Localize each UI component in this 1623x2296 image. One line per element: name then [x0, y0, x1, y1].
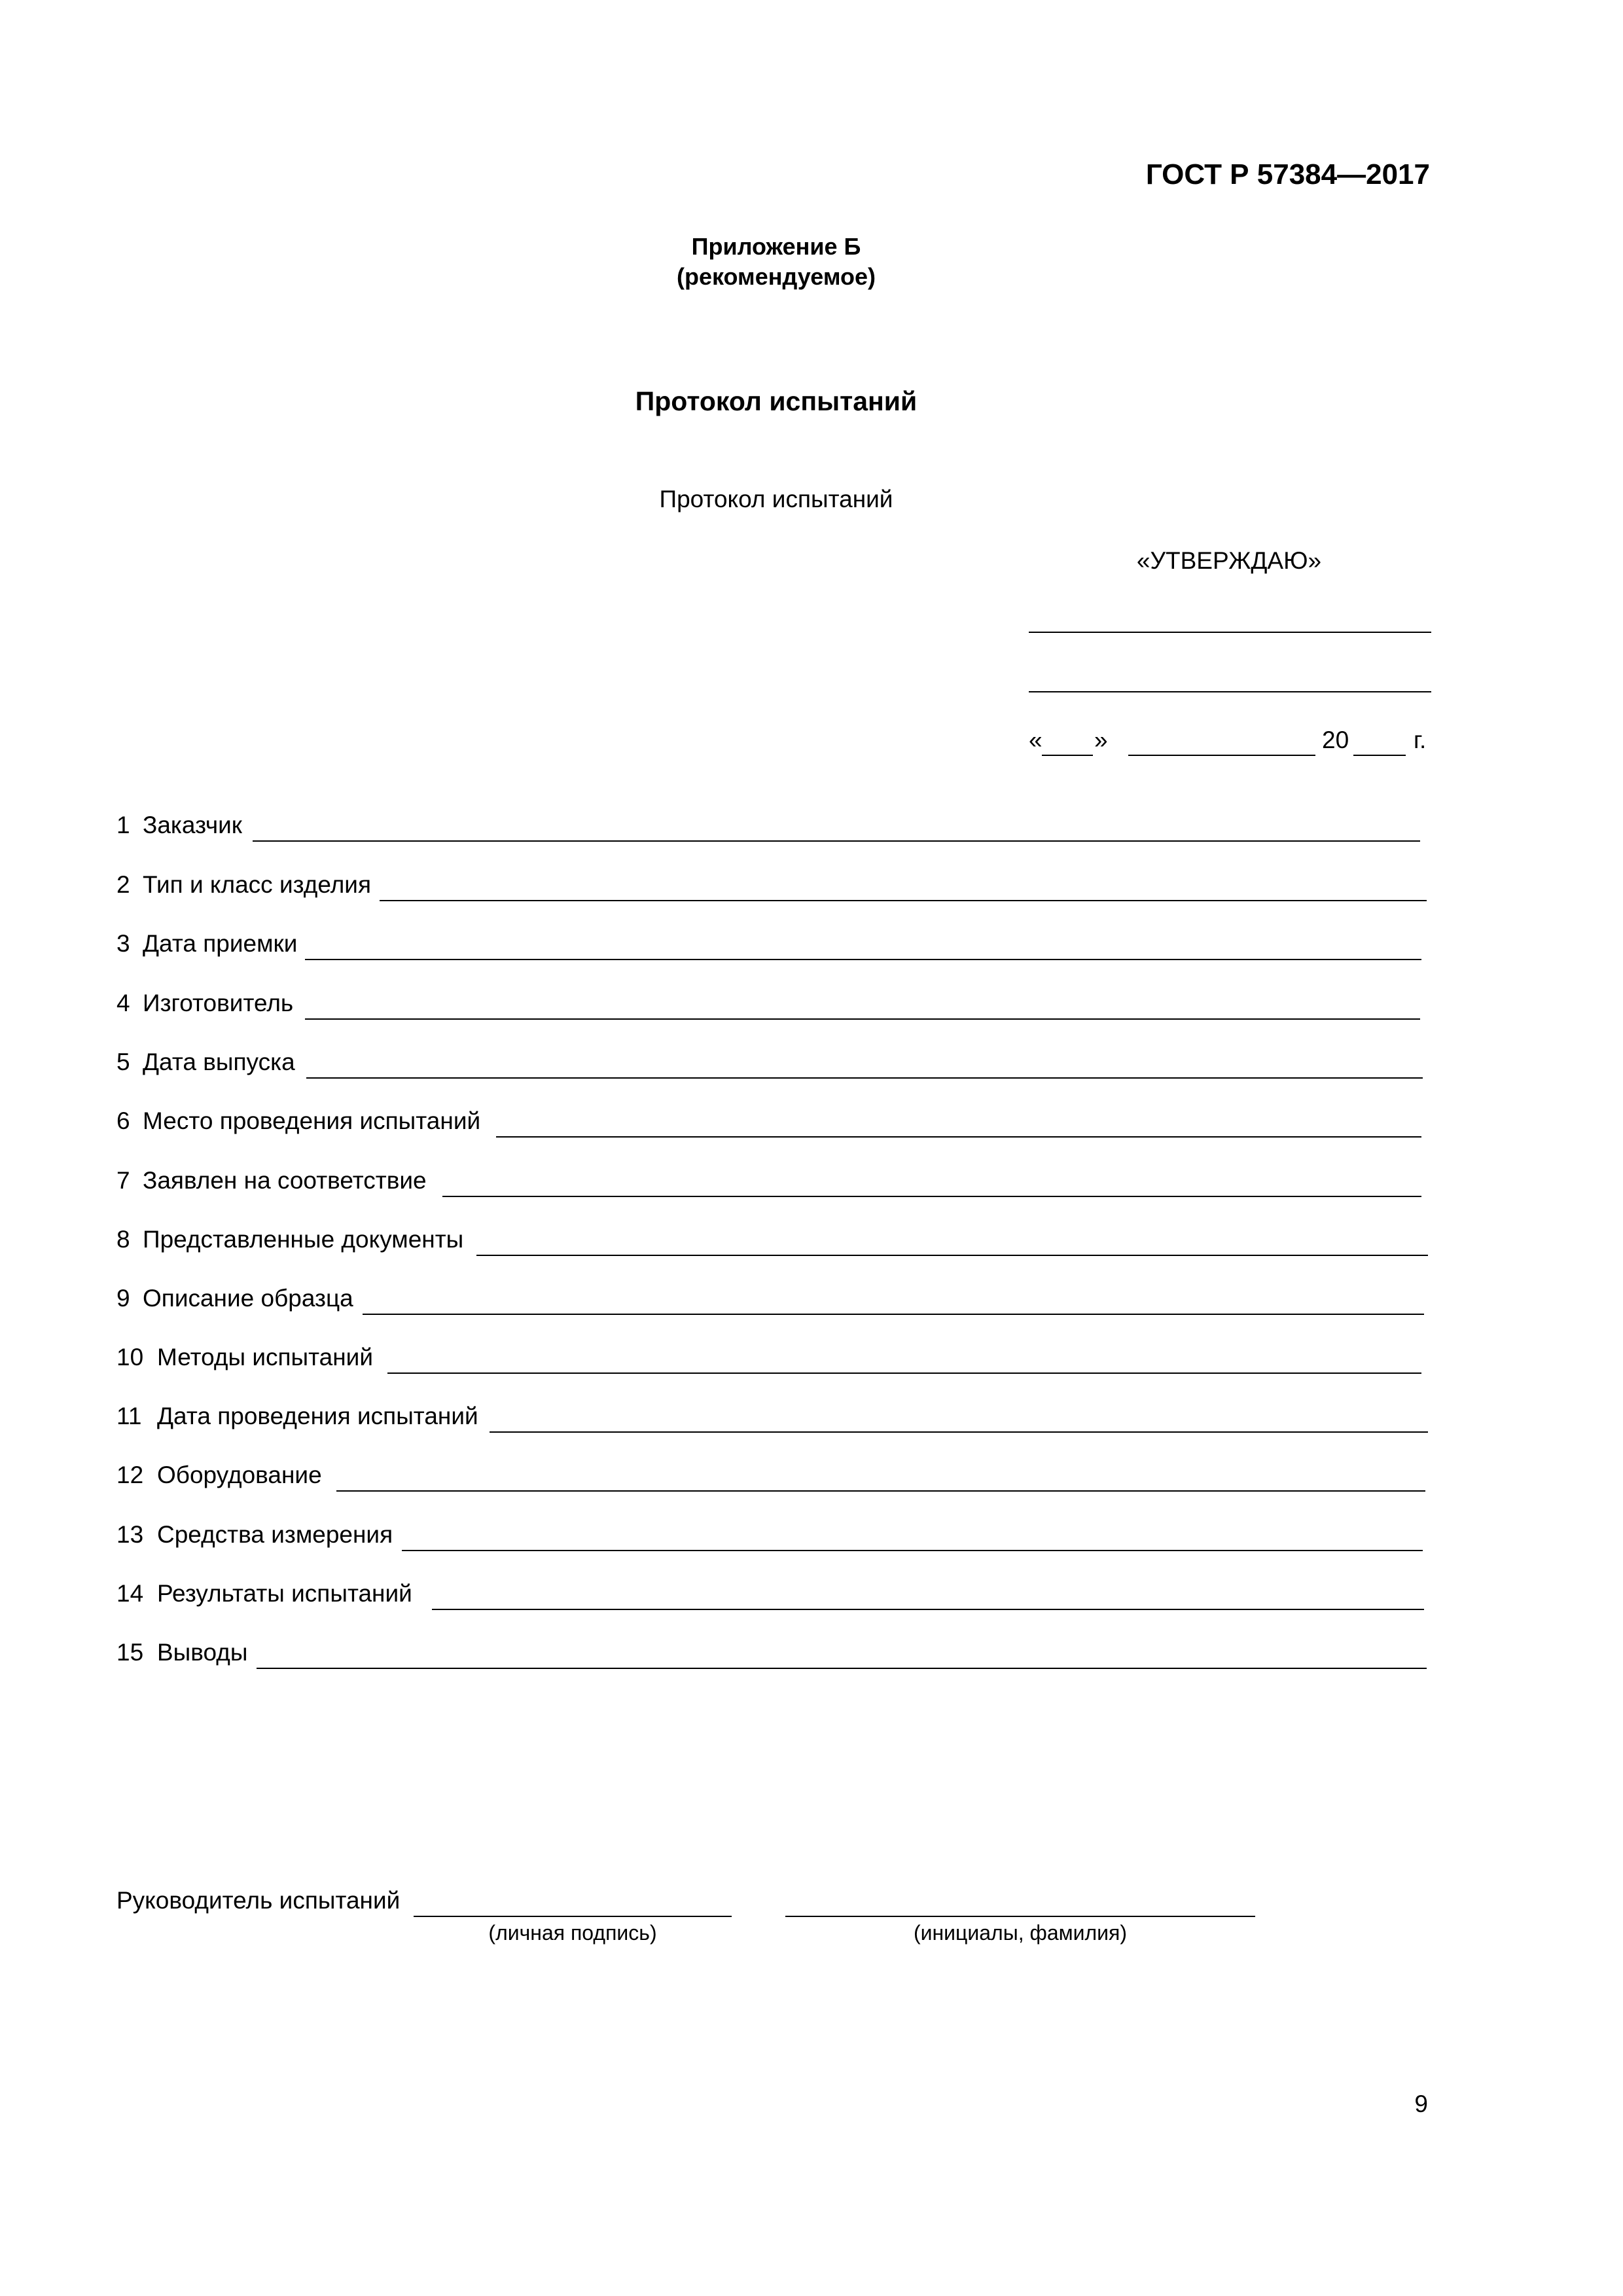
field-label: Средства измерения [157, 1521, 393, 1548]
field-customer-line[interactable] [253, 840, 1420, 842]
field-number: 3 [116, 930, 130, 957]
field-manufacturer [116, 990, 1420, 1024]
field-test-methods-line[interactable] [387, 1372, 1421, 1374]
form-caption: Протокол испытаний [659, 486, 893, 512]
field-number: 13 [116, 1521, 144, 1548]
field-conclusions-line[interactable] [257, 1668, 1427, 1669]
field-number: 2 [116, 871, 130, 898]
field-label: Результаты испытаний [157, 1580, 412, 1607]
field-equipment-line[interactable] [336, 1490, 1425, 1492]
field-number: 7 [116, 1167, 130, 1194]
field-equipment [116, 1462, 1425, 1496]
field-manufacturer-line[interactable] [305, 1018, 1420, 1020]
name-line[interactable] [785, 1916, 1255, 1917]
field-measuring-instruments [116, 1521, 1423, 1555]
field-test-results [116, 1580, 1424, 1614]
field-measuring-instruments-line[interactable] [402, 1550, 1423, 1551]
signature-line[interactable] [414, 1916, 732, 1917]
field-release-date [116, 1049, 1423, 1083]
field-test-methods [116, 1344, 1421, 1378]
field-label: Выводы [157, 1639, 248, 1666]
field-test-date [116, 1403, 1428, 1437]
standard-code: ГОСТ Р 57384—2017 [1145, 158, 1430, 190]
approval-date-row [1029, 726, 1435, 758]
field-label: Тип и класс изделия [143, 871, 372, 898]
field-product-type [116, 871, 1427, 905]
test-supervisor-label: Руководитель испытаний [116, 1887, 401, 1914]
field-label: Описание образца [143, 1285, 353, 1312]
approval-position-line[interactable] [1029, 632, 1431, 633]
field-conclusions [116, 1639, 1427, 1673]
field-label: Методы испытаний [157, 1344, 374, 1371]
date-day-line[interactable] [1042, 755, 1093, 756]
field-number: 4 [116, 990, 130, 1016]
field-label: Изготовитель [143, 990, 294, 1016]
field-number: 11 [116, 1403, 142, 1429]
field-acceptance-date [116, 930, 1421, 964]
field-label: Дата приемки [143, 930, 298, 957]
field-declared-conformity [116, 1167, 1421, 1201]
page-number: 9 [1414, 2090, 1428, 2117]
signature-caption: (личная подпись) [488, 1921, 657, 1945]
approval-signature-line[interactable] [1029, 691, 1431, 692]
name-caption: (инициалы, фамилия) [913, 1921, 1128, 1945]
date-month-line[interactable] [1128, 755, 1315, 756]
protocol-heading: Протокол испытаний [635, 386, 918, 416]
field-number: 14 [116, 1580, 144, 1607]
field-label: Оборудование [157, 1462, 322, 1488]
field-number: 9 [116, 1285, 130, 1312]
field-submitted-documents [116, 1226, 1428, 1260]
field-test-location [116, 1107, 1421, 1141]
field-number: 5 [116, 1049, 130, 1075]
field-sample-description [116, 1285, 1424, 1319]
field-number: 12 [116, 1462, 144, 1488]
field-label: Заказчик [143, 812, 242, 838]
field-number: 10 [116, 1344, 144, 1371]
annex-title-block [0, 232, 1552, 292]
field-acceptance-date-line[interactable] [305, 959, 1421, 960]
field-test-date-line[interactable] [490, 1431, 1428, 1433]
field-declared-conformity-line[interactable] [442, 1196, 1421, 1197]
date-year-prefix: 20 [1322, 726, 1349, 753]
field-sample-description-line[interactable] [363, 1314, 1424, 1315]
field-label: Дата проведения испытаний [157, 1403, 478, 1429]
field-product-type-line[interactable] [380, 900, 1427, 901]
date-open-quote: « [1029, 726, 1043, 753]
field-release-date-line[interactable] [306, 1077, 1423, 1079]
field-number: 8 [116, 1226, 130, 1253]
date-close-quote: » [1094, 726, 1108, 753]
field-label: Заявлен на соответствие [143, 1167, 427, 1194]
field-test-location-line[interactable] [496, 1136, 1421, 1138]
annex-status: (рекомендуемое) [677, 263, 876, 290]
field-number: 6 [116, 1107, 130, 1134]
date-year-suffix: г. [1414, 726, 1427, 753]
field-label: Место проведения испытаний [143, 1107, 481, 1134]
annex-title: Приложение Б [691, 233, 861, 260]
field-label: Дата выпуска [143, 1049, 295, 1075]
field-number: 1 [116, 812, 130, 838]
field-customer [116, 812, 1420, 846]
date-year-line[interactable] [1353, 755, 1406, 756]
field-label: Представленные документы [143, 1226, 464, 1253]
field-test-results-line[interactable] [432, 1609, 1424, 1610]
approval-label: «УТВЕРЖДАЮ» [1136, 547, 1322, 574]
field-submitted-documents-line[interactable] [476, 1255, 1428, 1256]
field-number: 15 [116, 1639, 144, 1666]
